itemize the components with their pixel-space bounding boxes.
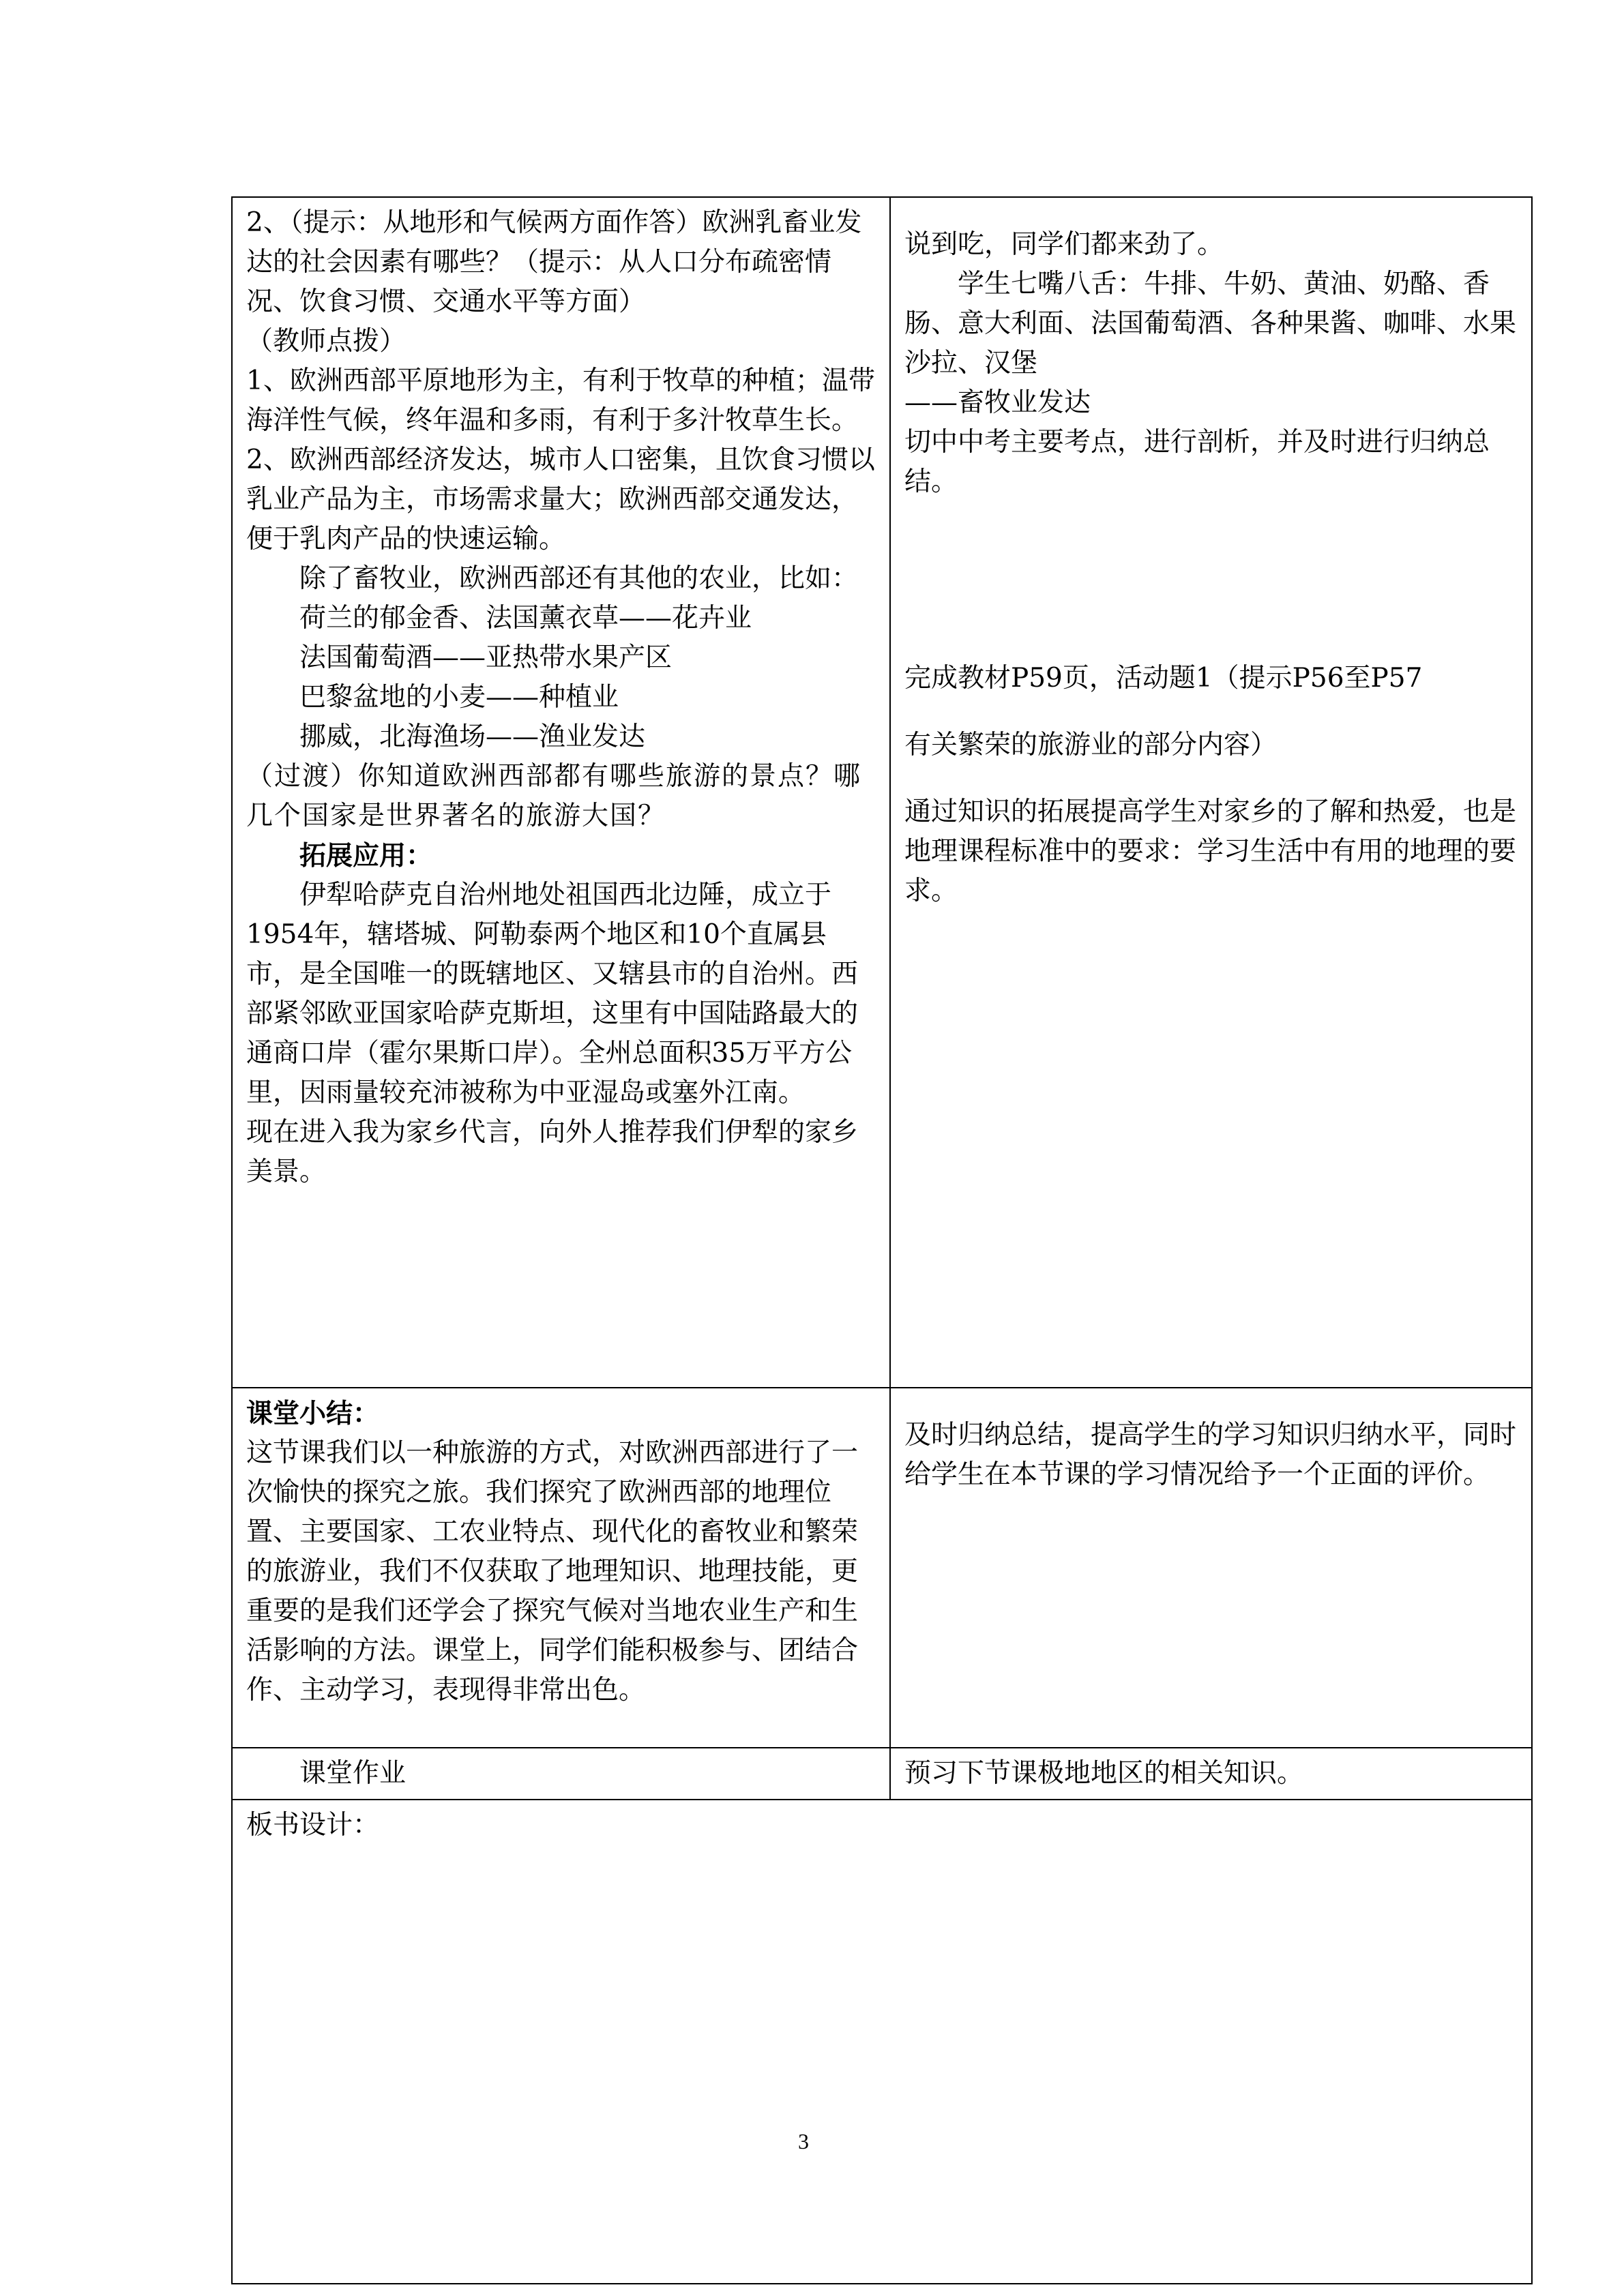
question-2-text: 2、（提示：从地形和气候两方面作答）欧洲乳畜业发达的社会因素有哪些？（提示：从人口分布疏密情况、饮食习惯、交通水平等方面） [246,207,862,317]
ili-description-text: 伊犁哈萨克自治州地处祖国西北边陲，成立于1954年，辖塔城、阿勒泰两个地区和10个直属县市，是全国唯一的既辖地区、又辖县市的自治州。西部紧邻欧亚国家哈萨克斯坦，这里有中国陆路最大的通商口岸（霍尔果斯口岸）。全州总面积35万平方公里，因雨量较充沛被称为中亚湿岛或塞外江南。 [246,880,859,1108]
summary-cell [232,1388,890,1748]
hometown-promotion-text: 现在进入我为家乡代言，向外人推荐我们伊犁的家乡美景。 [246,1117,859,1187]
table-row [232,1388,1532,1748]
teaching-process-cell [232,197,890,1388]
planting-text: 巴黎盆地的小麦——种植业 [299,682,619,713]
table-row [232,1800,1532,2284]
homework-text: 预习下节课极地地区的相关知识。 [904,1758,1304,1789]
livestock-conclusion-text: ——畜牧业发达 [904,387,1091,418]
homework-content-cell [890,1748,1532,1800]
transition-text: （过渡）你知道欧洲西部都有哪些旅游的景点？哪几个国家是世界著名的旅游大国？ [246,761,862,831]
board-design-cell [232,1800,1532,2284]
summary-comment-cell [890,1388,1532,1748]
homework-label: 课堂作业 [299,1758,407,1789]
table-row [232,197,1532,1388]
knowledge-extension-text: 通过知识的拓展提高学生对家乡的了解和热爱，也是地理课程标准中的要求：学习生活中有用的地理的要求。 [904,796,1517,906]
answer-1-text: 1、欧洲西部平原地形为主，有利于牧草的种植；温带海洋性气候，终年温和多雨，有利于多汁牧草生长。 [246,366,875,436]
spacer [904,698,1518,726]
table-row [232,1748,1532,1800]
fishery-text: 挪威，北海渔场——渔业发达 [299,721,646,752]
textbook-task-text: 完成教材P59页，活动题1（提示P56至P57 [904,663,1423,694]
teacher-guidance-label: （教师点拨） [246,326,407,357]
summary-comment-text: 及时归纳总结，提高学生的学习知识归纳水平，同时给学生在本节课的学习情况给予一个正面的评价。 [904,1420,1517,1490]
student-activity-cell [890,197,1532,1388]
lesson-plan-table [231,196,1533,2284]
exam-point-text: 切中中考主要考点，进行剖析，并及时进行归纳总结。 [904,427,1490,497]
tourism-hint-text: 有关繁荣的旅游业的部分内容） [904,730,1278,760]
answer-2-text: 2、欧洲西部经济发达，城市人口密集，且饮食习惯以乳业产品为主，市场需求量大；欧洲西部交通发达，便于乳肉产品的快速运输。 [246,445,875,554]
page-number: 3 [798,2129,809,2153]
extension-heading: 拓展应用： [299,840,433,871]
spacer [904,1394,1518,1416]
spacer [904,203,1518,225]
summary-body-text: 这节课我们以一种旅游的方式，对欧洲西部进行了一次愉快的探究之旅。我们探究了欧洲西部的地理位置、主要国家、工农业特点、现代化的畜牧业和繁荣的旅游业，我们不仅获取了地理知识、地理技能，更重要的是我们还学会了探究气候对当地农业生产和生活影响的方法。课堂上，同学们能积极参与、团结合作、主动学习，表现得非常出色。 [246,1437,859,1705]
fruit-region-text: 法国葡萄酒——亚热带水果产区 [299,642,673,673]
spacer [904,502,1518,659]
student-answers-text: 学生七嘴八舌：牛排、牛奶、黄油、奶酪、香肠、意大利面、法国葡萄酒、各种果酱、咖啡、水果沙拉、汉堡 [904,269,1517,378]
other-agriculture-text: 除了畜牧业，欧洲西部还有其他的农业，比如： [299,563,859,594]
homework-label-cell [232,1748,890,1800]
board-design-label: 板书设计： [246,1810,380,1840]
summary-heading: 课堂小结： [246,1398,380,1429]
flower-industry-text: 荷兰的郁金香、法国薰衣草——花卉业 [299,603,752,633]
food-intro-text: 说到吃，同学们都来劲了。 [904,229,1224,260]
spacer [904,765,1518,792]
